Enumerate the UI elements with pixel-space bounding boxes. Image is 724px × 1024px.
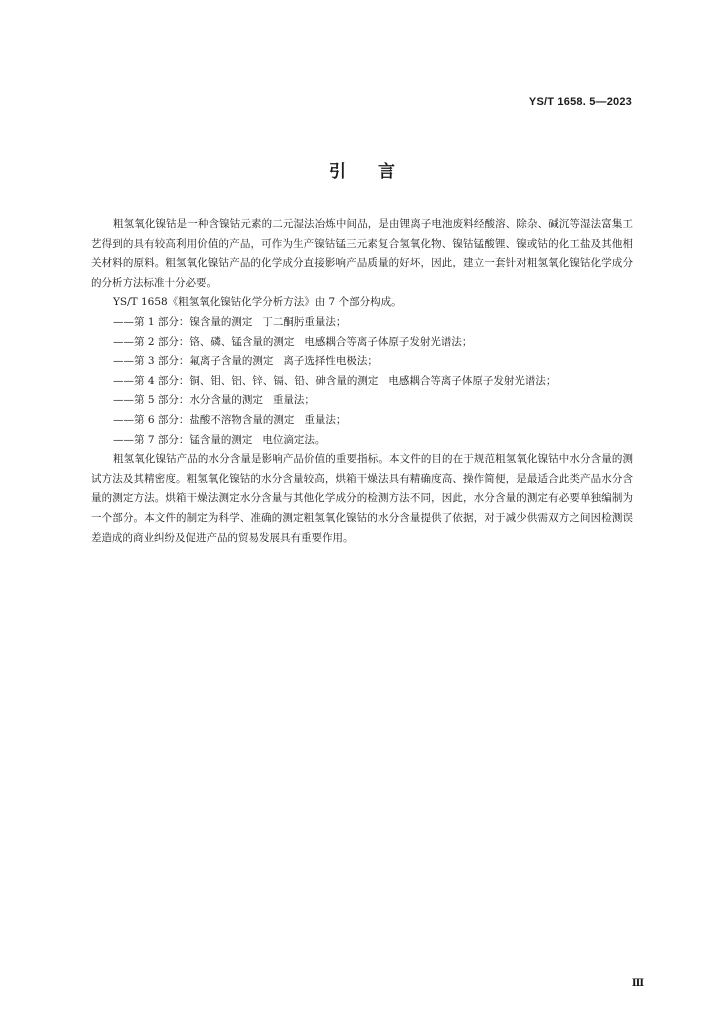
- part-method: 重量法；: [304, 413, 347, 426]
- part-name: 第 1 部分：镍含量的测定: [134, 315, 253, 328]
- list-dash: ——: [113, 394, 134, 407]
- list-item: [91, 391, 633, 411]
- list-item: [91, 333, 633, 353]
- page-title: 引言: [329, 162, 427, 182]
- part-method: 丁二酮肟重量法；: [262, 315, 347, 328]
- list-dash: ——: [113, 315, 134, 328]
- list-dash: ——: [113, 374, 134, 387]
- part-method: 离子选择性电极法；: [283, 355, 378, 368]
- part-method: 重量法；: [272, 394, 315, 407]
- list-item: [91, 431, 633, 451]
- list-dash: ——: [113, 355, 134, 368]
- intro-paragraph-2: YS/T 1658《粗氢氧化镍钴化学分析方法》由 7 个部分构成。: [113, 296, 402, 309]
- introduction-body: [91, 215, 633, 548]
- list-item: [91, 313, 633, 333]
- list-dash: ——: [113, 413, 134, 426]
- intro-paragraph-1: 粗氢氧化镍钴是一种含镍钴元素的二元湿法冶炼中间品，是由锂离子电池废料经酸溶、除杂、碱沉等湿法富集工艺得到的具有较高利用价值的产品，可作为生产镍钴锰三元素复合氢氧化物、镍钴锰酸锂、镍或钴的化工盐及其他相关材料的原料。粗氢氧化镍钴产品的化学成分直接影响产品质量的好坏，因此，建立一套针对粗氢氧化镍钴化学成分的分析方法标准十分必要。: [91, 218, 633, 289]
- part-name: 第 5 部分：水分含量的测定: [134, 394, 263, 407]
- part-method: 电位滴定法。: [262, 433, 326, 446]
- parts-list: [91, 313, 633, 450]
- part-name: 第 7 部分：锰含量的测定: [134, 433, 253, 446]
- part-name: 第 3 部分：氟离子含量的测定: [134, 355, 274, 368]
- part-name: 第 2 部分：铬、磷、锰含量的测定: [134, 335, 295, 348]
- list-item: [91, 352, 633, 372]
- list-item: [91, 372, 633, 392]
- list-dash: ——: [113, 433, 134, 446]
- list-dash: ——: [113, 335, 134, 348]
- part-method: 电感耦合等离子体原子发射光谱法；: [304, 335, 473, 348]
- part-name: 第 4 部分：铜、钼、铝、锌、镉、铅、砷含量的测定: [134, 374, 379, 387]
- part-name: 第 6 部分：盐酸不溶物含量的测定: [134, 413, 295, 426]
- intro-paragraph-3: 粗氢氧化镍钴产品的水分含量是影响产品价值的重要指标。本文件的目的在于规范粗氢氧化镍钴中水分含量的测试方法及其精密度。粗氢氧化镍钴的水分含量较高，烘箱干燥法具有精确度高、操作简便，是最适合此类产品水分含量的测定方法。烘箱干燥法测定水分含量与其他化学成分的检测方法不同，因此，水分含量的测定有必要单独编制为一个部分。本文件的制定为科学、准确的测定粗氢氧化镍钴的水分含量提供了依据，对于减少供需双方之间因检测误差造成的商业纠纷及促进产品的贸易发展具有重要作用。: [91, 453, 633, 544]
- list-item: [91, 411, 633, 431]
- standard-code: YS/T 1658. 5—2023: [528, 96, 632, 108]
- part-method: 电感耦合等离子体原子发射光谱法；: [388, 374, 557, 387]
- page-number: Ⅲ: [631, 978, 644, 989]
